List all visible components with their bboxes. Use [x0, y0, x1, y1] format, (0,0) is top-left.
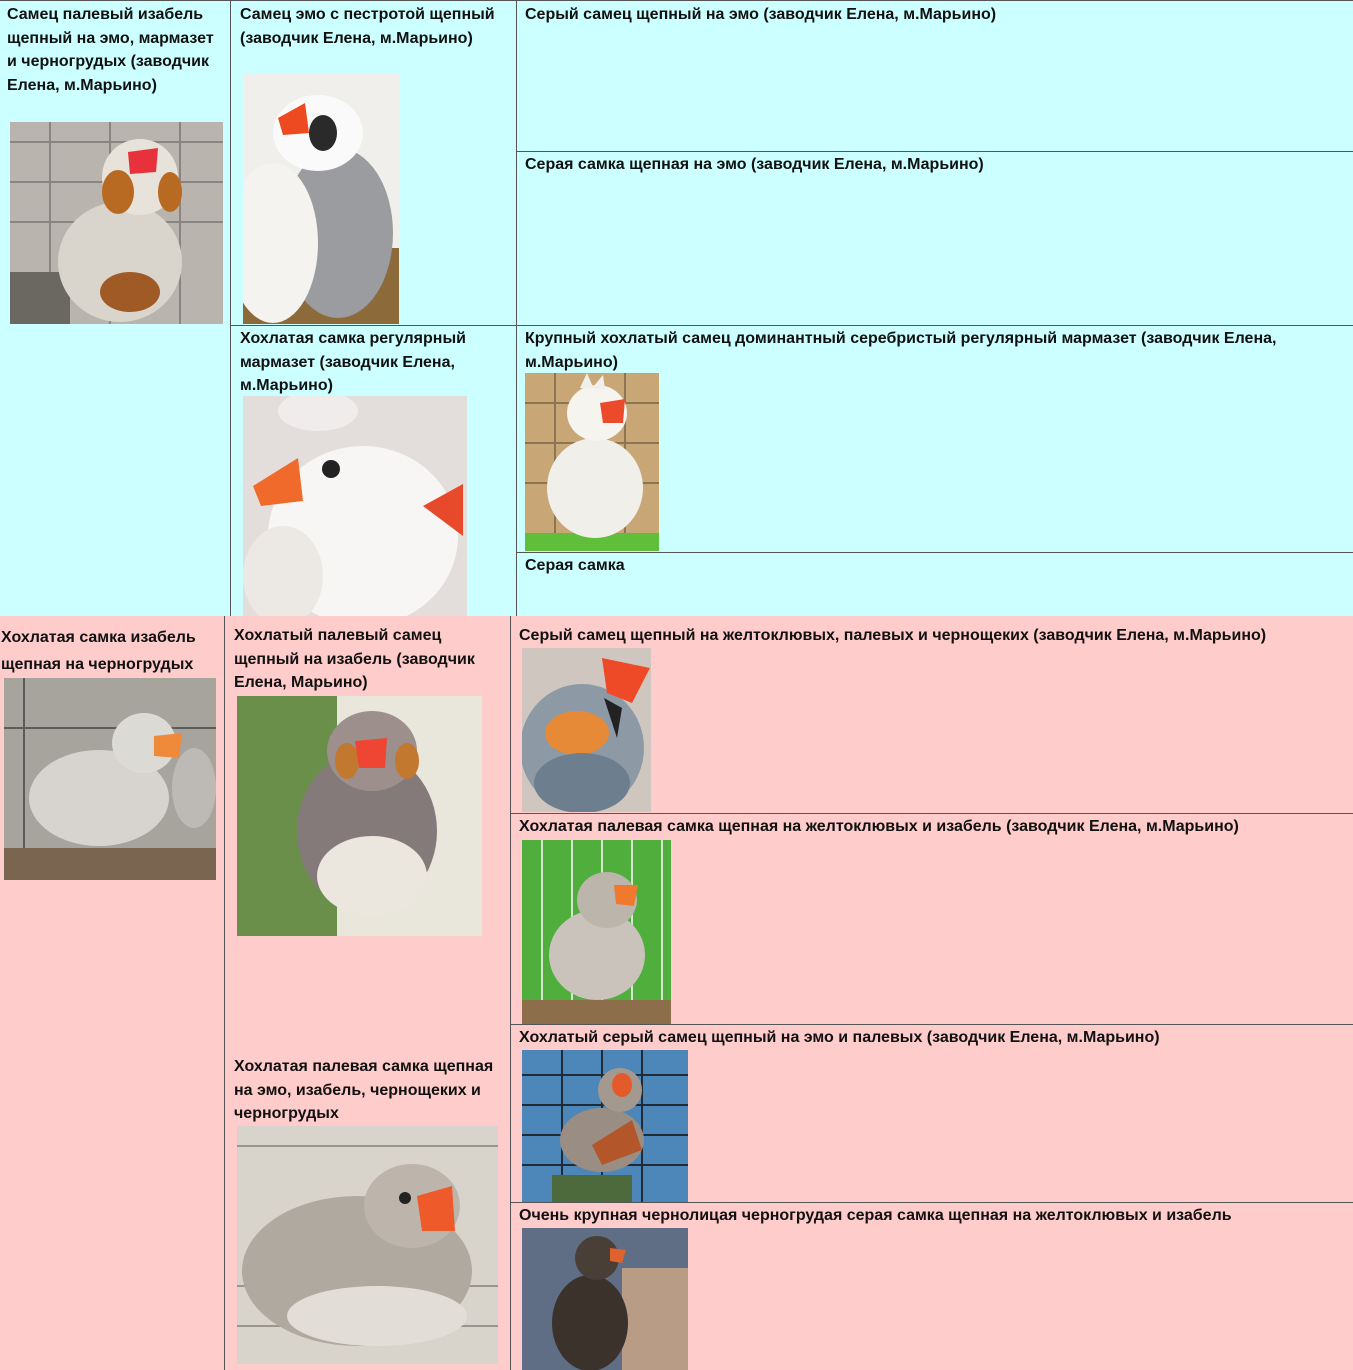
- bird-photo: [237, 1126, 498, 1364]
- bird-caption: Хохлатый палевый самец щепный на изабель (заводчик Елена, Марьино): [234, 627, 475, 691]
- row-divider: [516, 552, 1353, 553]
- bird-caption: Серая самка щепная на эмо (заводчик Елена, м.Марьино): [525, 156, 984, 173]
- column-divider: [224, 616, 225, 1370]
- bird-photo: [522, 840, 671, 1024]
- bird-photo: [237, 696, 482, 936]
- row-divider: [230, 325, 1353, 326]
- bird-photo: [522, 1050, 688, 1202]
- table-border: [0, 0, 1353, 1]
- bird-caption: Хохлатая палевая самка щепная на эмо, изабель, чернощеких и черногрудых: [234, 1058, 494, 1122]
- bird-caption: Хохлатая палевая самка щепная на желтоклювых и изабель (заводчик Елена, м.Марьино): [519, 818, 1239, 835]
- bird-caption: Хохлатая самка изабель щепная на черногрудых: [1, 629, 196, 673]
- bird-caption: Очень крупная чернолицая черногрудая серая самка щепная на желтоклювых и изабель: [519, 1207, 1232, 1224]
- bird-photo: [522, 1228, 688, 1370]
- bird-photo: [4, 678, 216, 880]
- bird-photo: [243, 396, 467, 616]
- column-divider: [510, 616, 511, 1370]
- column-divider: [230, 0, 231, 616]
- row-divider: [516, 151, 1353, 152]
- bird-photo: [10, 122, 223, 324]
- bird-caption: Серый самец щепный на эмо (заводчик Елена, м.Марьино): [525, 6, 997, 23]
- row-divider: [510, 1202, 1353, 1203]
- row-divider: [510, 1024, 1353, 1025]
- column-divider: [516, 0, 517, 616]
- bird-photo: [522, 648, 651, 812]
- top-table: [0, 0, 1353, 616]
- bird-caption: Серый самец щепный на желтоклювых, палевых и чернощеких (заводчик Елена, м.Марьино): [519, 627, 1267, 644]
- bird-photo: [243, 73, 399, 324]
- bird-caption: Самец палевый изабель щепный на эмо, мармазет и черногрудых (заводчик Елена, м.Марьино): [7, 6, 214, 94]
- row-divider: [510, 813, 1353, 814]
- bird-caption: Хохлатый серый самец щепный на эмо и палевых (заводчик Елена, м.Марьино): [519, 1029, 1160, 1046]
- bird-caption: Крупный хохлатый самец доминантный серебристый регулярный мармазет (заводчик Елена, м.Марьино): [525, 330, 1277, 371]
- bird-photo: [525, 373, 659, 551]
- bird-caption: Серая самка: [525, 557, 625, 574]
- bottom-table: [0, 616, 1353, 1370]
- bird-caption: Самец эмо с пестротой щепный (заводчик Елена, м.Марьино): [240, 6, 495, 47]
- bird-caption: Хохлатая самка регулярный мармазет (заводчик Елена, м.Марьино): [240, 330, 466, 394]
